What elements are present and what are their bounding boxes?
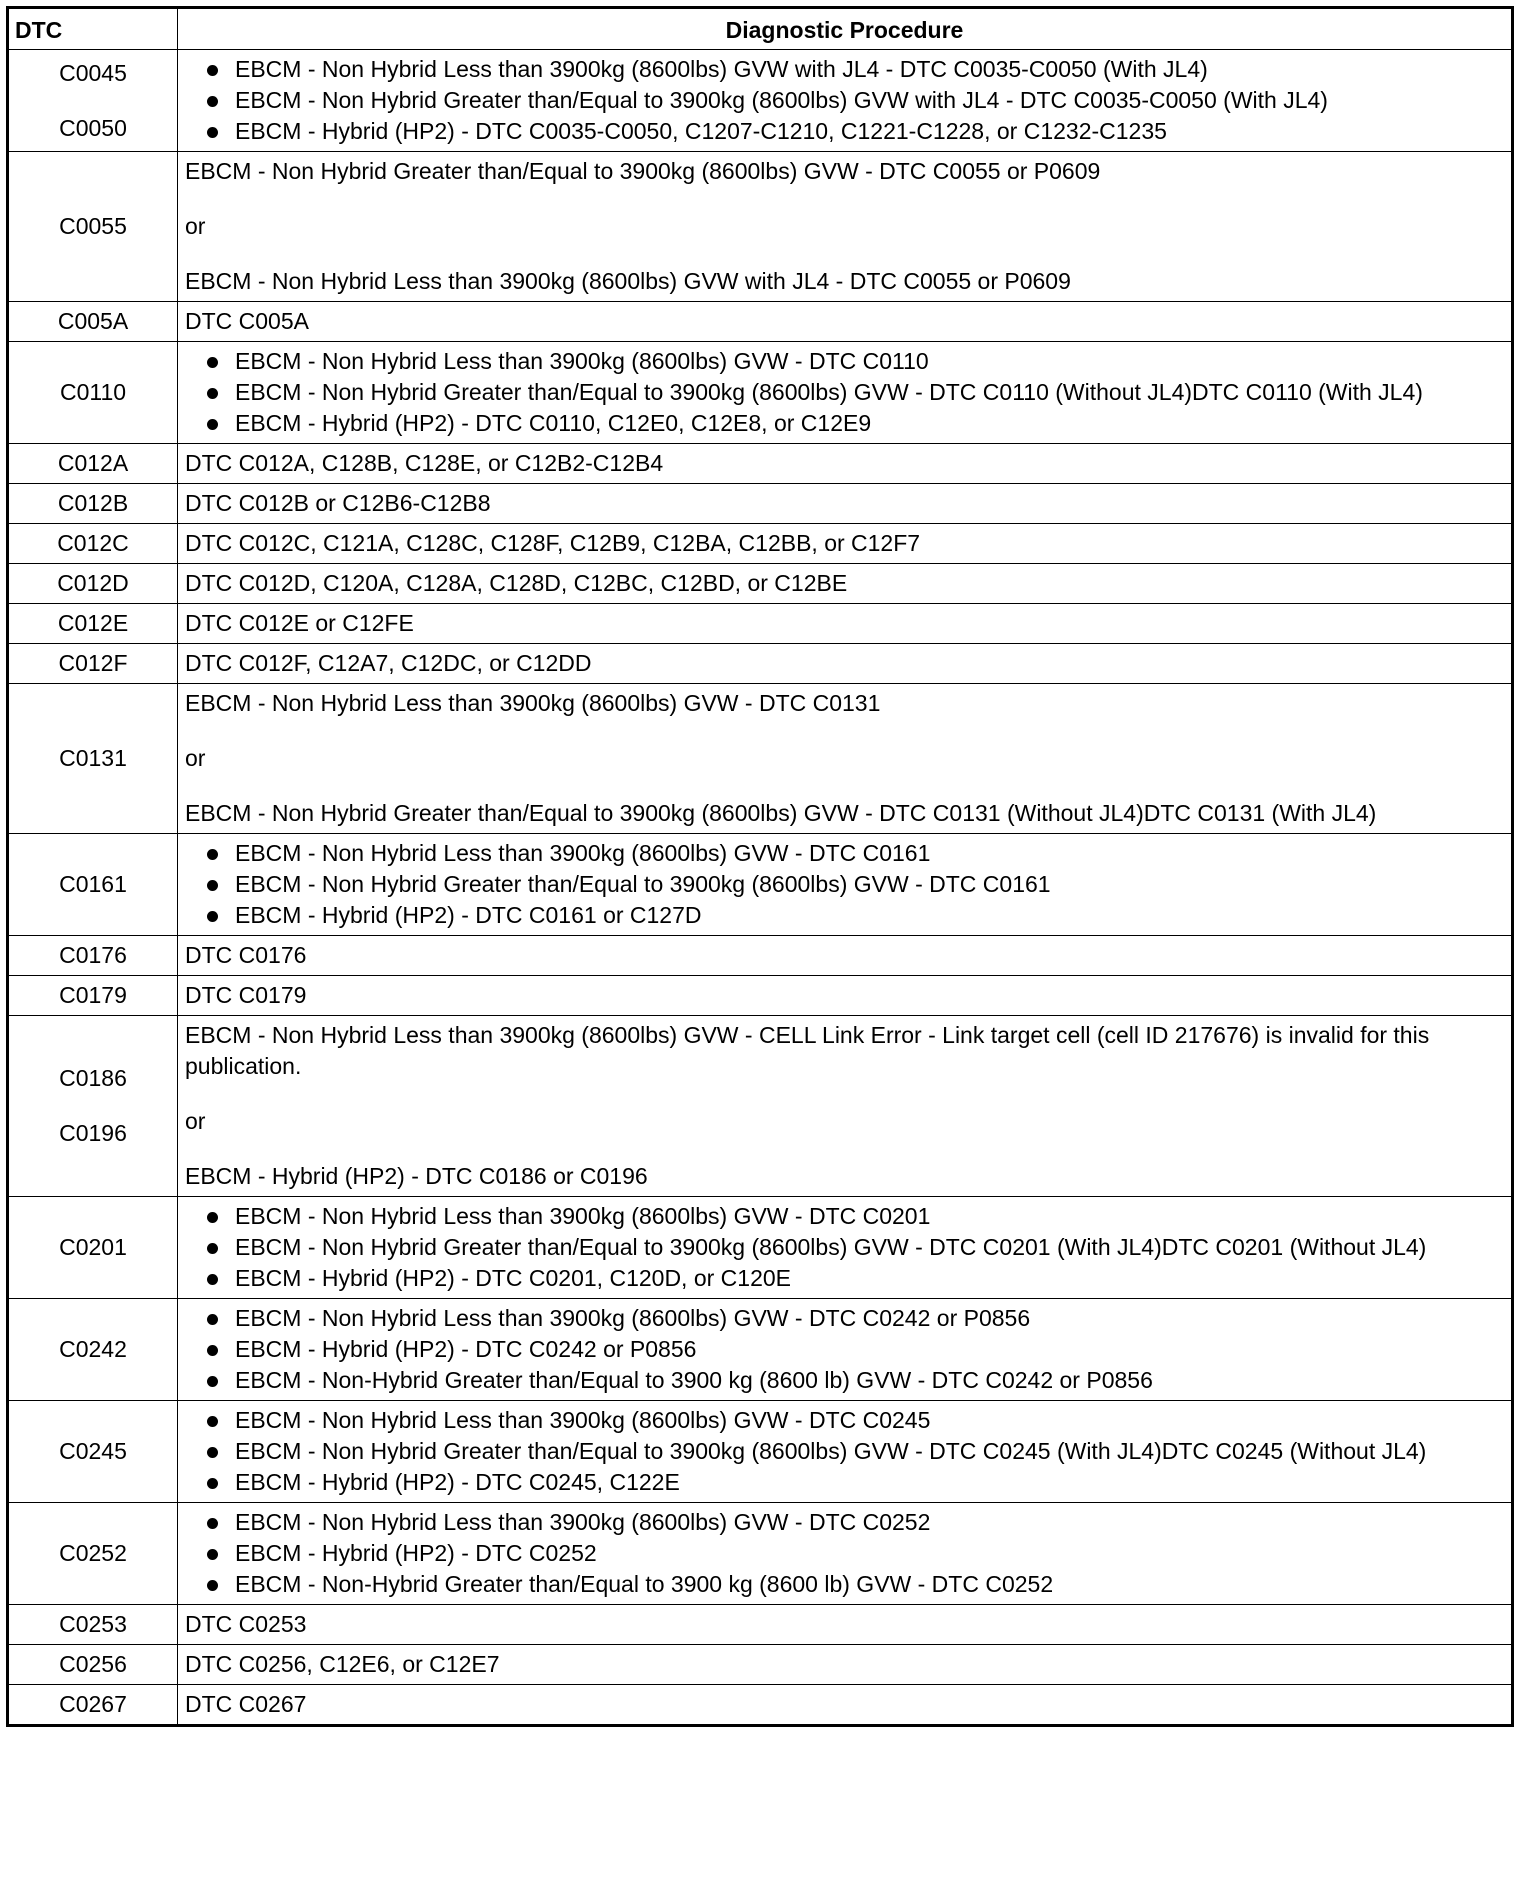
table-row bbox=[8, 976, 1513, 1016]
dtc-code: C012A bbox=[57, 450, 129, 476]
procedure-text: DTC C0267 bbox=[185, 1691, 307, 1717]
procedure-list-item: EBCM - Non Hybrid Greater than/Equal to 3900kg (8600lbs) GVW - DTC C0245 (With JL4)DTC C0245 (Without JL4) bbox=[185, 1436, 1504, 1467]
procedure-text: DTC C012E or C12FE bbox=[185, 610, 414, 636]
dtc-code-cell bbox=[8, 644, 178, 684]
procedure-text: EBCM - Non Hybrid Less than 3900kg (8600lbs) GVW - CELL Link Error - Link target cell (cell ID 217676) is invalid for this publication. bbox=[185, 1022, 1430, 1079]
procedure-list-item: EBCM - Non Hybrid Less than 3900kg (8600lbs) GVW - DTC C0161 bbox=[185, 838, 1504, 869]
procedure-text: DTC C012B or C12B6-C12B8 bbox=[185, 490, 491, 516]
dtc-code: C0110 bbox=[59, 379, 127, 405]
procedure-text: DTC C0179 bbox=[185, 982, 307, 1008]
table-row bbox=[8, 1197, 1513, 1299]
procedure-list-item: EBCM - Non Hybrid Less than 3900kg (8600lbs) GVW - DTC C0201 bbox=[185, 1201, 1504, 1232]
procedure-text: EBCM - Non Hybrid Less than 3900kg (8600lbs) GVW - DTC C0131 bbox=[185, 690, 881, 716]
dtc-code: C012B bbox=[57, 490, 129, 516]
dtc-code: C0161 bbox=[59, 871, 127, 897]
procedure-list bbox=[185, 54, 1504, 147]
table-row bbox=[8, 1645, 1513, 1685]
procedure-cell bbox=[178, 1605, 1513, 1645]
dtc-code-cell bbox=[8, 834, 178, 936]
dtc-code-cell bbox=[8, 1401, 178, 1503]
dtc-code-cell bbox=[8, 50, 178, 152]
procedure-cell bbox=[178, 1299, 1513, 1401]
procedure-list-item: EBCM - Hybrid (HP2) - DTC C0242 or P0856 bbox=[185, 1334, 1504, 1365]
procedure-text: DTC C012D, C120A, C128A, C128D, C12BC, C12BD, or C12BE bbox=[185, 570, 848, 596]
dtc-column-header: DTC bbox=[8, 8, 178, 50]
procedure-cell bbox=[178, 342, 1513, 444]
procedure-list-item: EBCM - Non Hybrid Less than 3900kg (8600lbs) GVW with JL4 - DTC C0035-C0050 (With JL4) bbox=[185, 54, 1504, 85]
dtc-code: C0256 bbox=[59, 1651, 127, 1677]
procedure-text: EBCM - Non Hybrid Greater than/Equal to 3900kg (8600lbs) GVW - DTC C0131 (Without JL4)DTC C0131 (With JL4) bbox=[185, 800, 1377, 826]
procedure-list bbox=[185, 1507, 1504, 1600]
procedure-text: DTC C012F, C12A7, C12DC, or C12DD bbox=[185, 650, 592, 676]
dtc-code-cell bbox=[8, 976, 178, 1016]
procedure-list bbox=[185, 346, 1504, 439]
table-header-row bbox=[8, 8, 1513, 50]
dtc-code: C0245 bbox=[59, 1438, 127, 1464]
procedure-cell bbox=[178, 604, 1513, 644]
procedure-list bbox=[185, 1405, 1504, 1498]
dtc-code: C0242 bbox=[59, 1336, 127, 1362]
procedure-text: EBCM - Non Hybrid Less than 3900kg (8600lbs) GVW with JL4 - DTC C0055 or P0609 bbox=[185, 268, 1071, 294]
procedure-cell bbox=[178, 1503, 1513, 1605]
dtc-code: C012D bbox=[57, 570, 129, 596]
dtc-code: C0253 bbox=[59, 1611, 127, 1637]
procedure-list-item: EBCM - Non-Hybrid Greater than/Equal to 3900 kg (8600 lb) GVW - DTC C0242 or P0856 bbox=[185, 1365, 1504, 1396]
procedure-cell bbox=[178, 1016, 1513, 1197]
dtc-code: C0186 bbox=[59, 1065, 127, 1091]
dtc-code: C0045 bbox=[59, 59, 127, 86]
dtc-code: C0196 bbox=[59, 1120, 127, 1146]
procedure-list-item: EBCM - Non Hybrid Greater than/Equal to 3900kg (8600lbs) GVW with JL4 - DTC C0035-C0050 (With JL4) bbox=[185, 85, 1504, 116]
dtc-code-cell bbox=[8, 564, 178, 604]
procedure-cell bbox=[178, 302, 1513, 342]
table-row bbox=[8, 1401, 1513, 1503]
dtc-code-cell bbox=[8, 1645, 178, 1685]
table-body bbox=[8, 50, 1513, 1726]
dtc-code: C012E bbox=[57, 610, 129, 636]
table-row bbox=[8, 1605, 1513, 1645]
procedure-list-item: EBCM - Non-Hybrid Greater than/Equal to 3900 kg (8600 lb) GVW - DTC C0252 bbox=[185, 1569, 1504, 1600]
procedure-cell bbox=[178, 1685, 1513, 1726]
dtc-code: C012C bbox=[57, 530, 129, 556]
procedure-text: DTC C0253 bbox=[185, 1611, 307, 1637]
table-row bbox=[8, 444, 1513, 484]
procedure-text: or bbox=[185, 745, 206, 771]
procedure-cell bbox=[178, 152, 1513, 302]
table-row bbox=[8, 834, 1513, 936]
table-row bbox=[8, 524, 1513, 564]
procedure-text: DTC C012A, C128B, C128E, or C12B2-C12B4 bbox=[185, 450, 664, 476]
dtc-table bbox=[6, 6, 1514, 1727]
dtc-code-cell bbox=[8, 484, 178, 524]
table-row bbox=[8, 1685, 1513, 1726]
procedure-cell bbox=[178, 444, 1513, 484]
procedure-list-item: EBCM - Non Hybrid Greater than/Equal to 3900kg (8600lbs) GVW - DTC C0110 (Without JL4)DTC C0110 (With JL4) bbox=[185, 377, 1504, 408]
procedure-cell bbox=[178, 644, 1513, 684]
dtc-code: C0267 bbox=[59, 1691, 127, 1717]
dtc-code-cell bbox=[8, 444, 178, 484]
table-row bbox=[8, 1299, 1513, 1401]
dtc-code: C0131 bbox=[59, 745, 127, 771]
procedure-list-item: EBCM - Non Hybrid Less than 3900kg (8600lbs) GVW - DTC C0245 bbox=[185, 1405, 1504, 1436]
dtc-code-cell bbox=[8, 1605, 178, 1645]
table-row bbox=[8, 342, 1513, 444]
table-row bbox=[8, 152, 1513, 302]
procedure-column-header: Diagnostic Procedure bbox=[178, 8, 1513, 50]
procedure-list bbox=[185, 838, 1504, 931]
procedure-text: EBCM - Non Hybrid Greater than/Equal to 3900kg (8600lbs) GVW - DTC C0055 or P0609 bbox=[185, 158, 1101, 184]
procedure-text: or bbox=[185, 213, 206, 239]
procedure-text: or bbox=[185, 1108, 206, 1134]
dtc-code-cell bbox=[8, 1503, 178, 1605]
dtc-code: C005A bbox=[57, 308, 129, 334]
procedure-text: EBCM - Hybrid (HP2) - DTC C0186 or C0196 bbox=[185, 1163, 648, 1189]
procedure-list bbox=[185, 1303, 1504, 1396]
procedure-list-item: EBCM - Non Hybrid Greater than/Equal to 3900kg (8600lbs) GVW - DTC C0161 bbox=[185, 869, 1504, 900]
procedure-list-item: EBCM - Non Hybrid Less than 3900kg (8600lbs) GVW - DTC C0252 bbox=[185, 1507, 1504, 1538]
procedure-list-item: EBCM - Non Hybrid Less than 3900kg (8600lbs) GVW - DTC C0242 or P0856 bbox=[185, 1303, 1504, 1334]
procedure-list-item: EBCM - Hybrid (HP2) - DTC C0161 or C127D bbox=[185, 900, 1504, 931]
dtc-code-cell bbox=[8, 684, 178, 834]
dtc-code-cell bbox=[8, 1685, 178, 1726]
procedure-cell bbox=[178, 484, 1513, 524]
procedure-cell bbox=[178, 1645, 1513, 1685]
procedure-cell bbox=[178, 1401, 1513, 1503]
table-row bbox=[8, 564, 1513, 604]
dtc-code: C012F bbox=[58, 650, 128, 676]
dtc-code: C0176 bbox=[59, 942, 127, 968]
dtc-code-cell bbox=[8, 524, 178, 564]
dtc-code: C0055 bbox=[59, 213, 127, 239]
table-row bbox=[8, 644, 1513, 684]
procedure-text: DTC C012C, C121A, C128C, C128F, C12B9, C12BA, C12BB, or C12F7 bbox=[185, 530, 921, 556]
procedure-list-item: EBCM - Hybrid (HP2) - DTC C0252 bbox=[185, 1538, 1504, 1569]
procedure-cell bbox=[178, 1197, 1513, 1299]
table-row bbox=[8, 684, 1513, 834]
dtc-code: C0252 bbox=[59, 1540, 127, 1566]
table-row bbox=[8, 1503, 1513, 1605]
procedure-list-item: EBCM - Hybrid (HP2) - DTC C0035-C0050, C1207-C1210, C1221-C1228, or C1232-C1235 bbox=[185, 116, 1504, 147]
procedure-list-item: EBCM - Non Hybrid Greater than/Equal to 3900kg (8600lbs) GVW - DTC C0201 (With JL4)DTC C0201 (Without JL4) bbox=[185, 1232, 1504, 1263]
procedure-cell bbox=[178, 564, 1513, 604]
procedure-text: DTC C0256, C12E6, or C12E7 bbox=[185, 1651, 500, 1677]
procedure-cell bbox=[178, 834, 1513, 936]
procedure-cell bbox=[178, 936, 1513, 976]
procedure-cell bbox=[178, 524, 1513, 564]
table-row bbox=[8, 604, 1513, 644]
procedure-list-item: EBCM - Hybrid (HP2) - DTC C0245, C122E bbox=[185, 1467, 1504, 1498]
table-row bbox=[8, 302, 1513, 342]
procedure-list-item: EBCM - Non Hybrid Less than 3900kg (8600lbs) GVW - DTC C0110 bbox=[185, 346, 1504, 377]
procedure-cell bbox=[178, 684, 1513, 834]
dtc-code-cell bbox=[8, 1197, 178, 1299]
procedure-list-item: EBCM - Hybrid (HP2) - DTC C0110, C12E0, C12E8, or C12E9 bbox=[185, 408, 1504, 439]
table-row bbox=[8, 50, 1513, 152]
dtc-code-cell bbox=[8, 1016, 178, 1197]
procedure-list bbox=[185, 1201, 1504, 1294]
dtc-code-cell bbox=[8, 302, 178, 342]
procedure-text: DTC C0176 bbox=[185, 942, 307, 968]
dtc-code-cell bbox=[8, 1299, 178, 1401]
dtc-code: C0050 bbox=[59, 114, 127, 141]
table-row bbox=[8, 936, 1513, 976]
procedure-text: DTC C005A bbox=[185, 308, 309, 334]
procedure-cell bbox=[178, 50, 1513, 152]
dtc-code-cell bbox=[8, 342, 178, 444]
dtc-code: C0201 bbox=[59, 1234, 127, 1260]
dtc-code-cell bbox=[8, 152, 178, 302]
procedure-cell bbox=[178, 976, 1513, 1016]
dtc-code: C0179 bbox=[59, 982, 127, 1008]
table-row bbox=[8, 484, 1513, 524]
table-row bbox=[8, 1016, 1513, 1197]
dtc-code-cell bbox=[8, 936, 178, 976]
dtc-code-cell bbox=[8, 604, 178, 644]
procedure-list-item: EBCM - Hybrid (HP2) - DTC C0201, C120D, or C120E bbox=[185, 1263, 1504, 1294]
